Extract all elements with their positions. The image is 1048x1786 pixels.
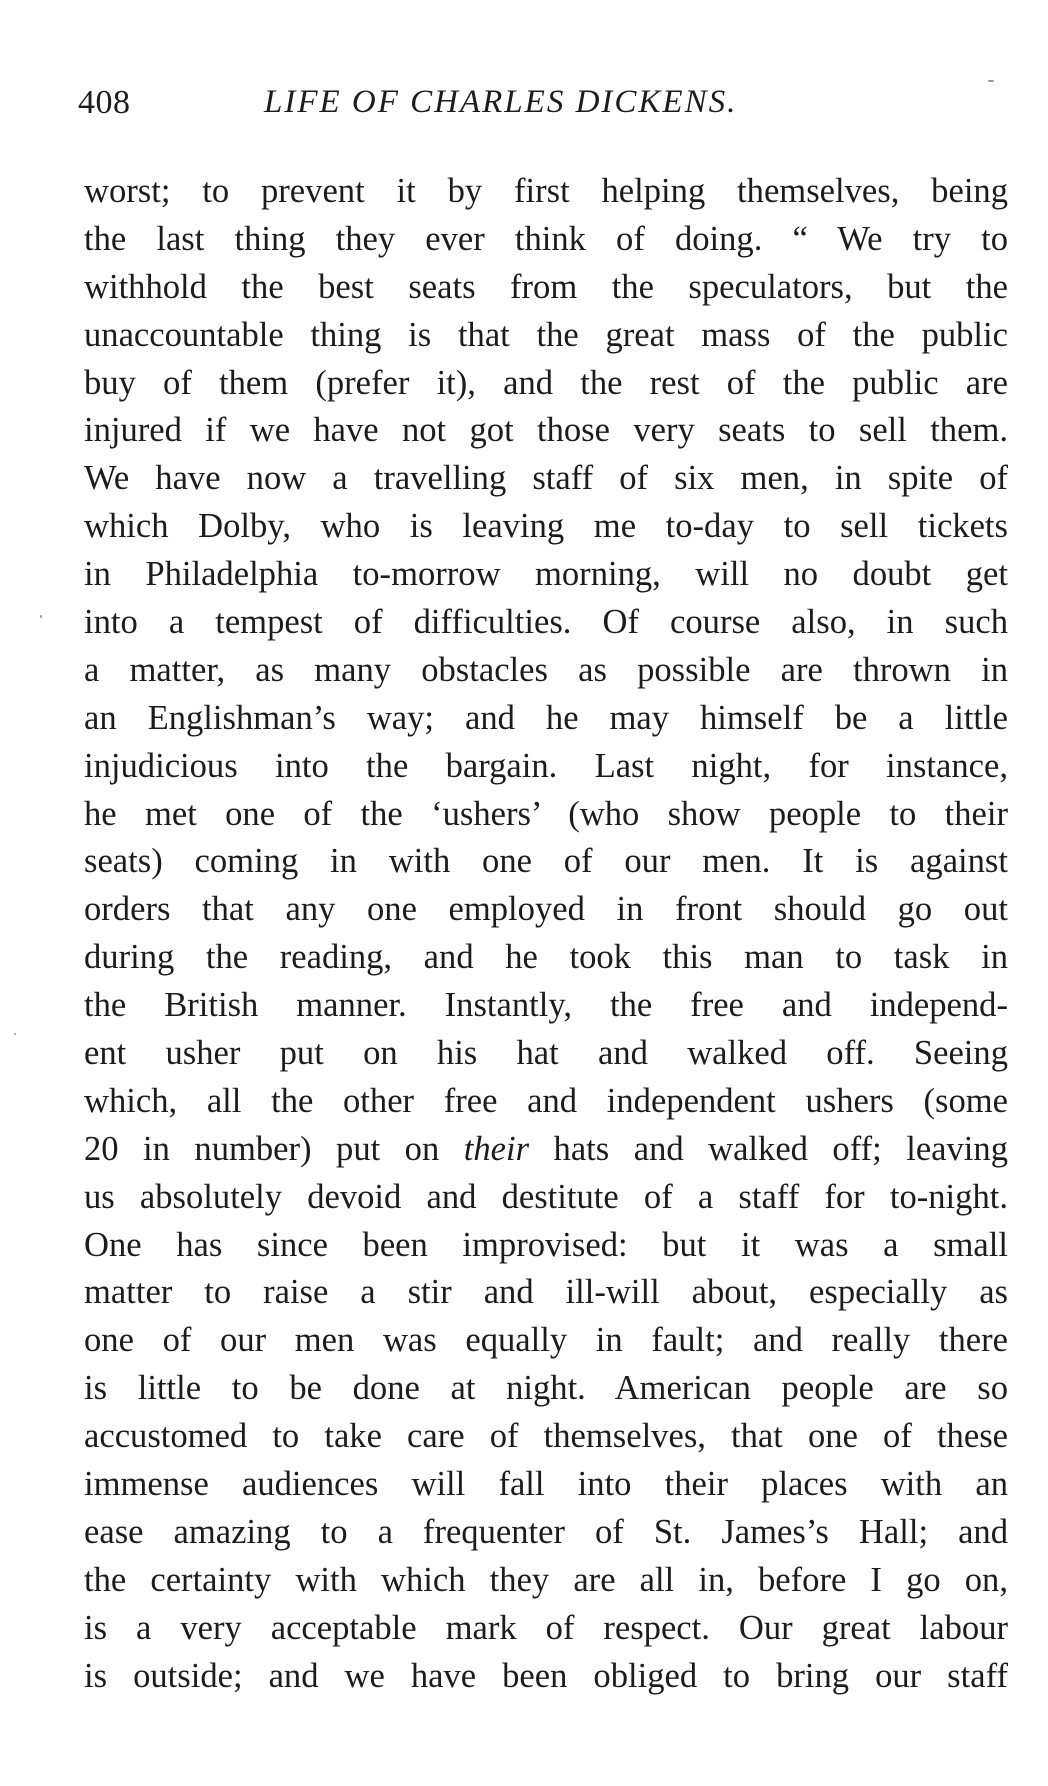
text-line: an Englishman’s way; and he may himself be a little [84, 698, 1008, 737]
text-line: is a very acceptable mark of respect. Our great labour [84, 1608, 1008, 1647]
text-line: he met one of the ‘ushers’ (who show people to their [84, 794, 1008, 833]
print-speck-left-margin [40, 615, 42, 618]
italic-word: their [463, 1129, 530, 1168]
text-line: matter to raise a stir and ill-will about, especially as [84, 1273, 1008, 1312]
text-line: ent usher put on his hat and walked off. Seeing [84, 1034, 1008, 1073]
text-line: We have now a travelling staff of six men, in spite of [84, 459, 1008, 498]
text-line: ease amazing to a frequenter of St. James’s Hall; and [84, 1512, 1008, 1551]
print-speck-left-margin-lower [14, 1033, 16, 1035]
text-line: the British manner. Instantly, the free and independ- [84, 986, 1008, 1025]
body-text [84, 168, 1008, 1701]
text-line: buy of them (prefer it), and the rest of the public are [84, 363, 1008, 402]
text-line: accustomed to take care of themselves, that one of these [84, 1417, 1008, 1456]
text-line: seats) coming in with one of our men. It is against [84, 842, 1008, 881]
text-line: withhold the best seats from the speculators, but the [84, 267, 1008, 306]
text-line: into a tempest of difficulties. Of course also, in such [84, 603, 1008, 642]
page-header [78, 84, 958, 128]
text-line: a matter, as many obstacles as possible are thrown in [84, 650, 1008, 689]
text-line-with-italic [84, 1126, 1008, 1174]
text-line: One has since been improvised: but it was a small [84, 1225, 1008, 1264]
text-line: us absolutely devoid and destitute of a staff for to-night. [84, 1177, 1008, 1216]
print-speck-top-right [988, 80, 994, 82]
text-line: during the reading, and he took this man to task in [84, 938, 1008, 977]
text-line: orders that any one employed in front should go out [84, 890, 1008, 929]
text-segment: 20 in number) put on [84, 1129, 440, 1168]
text-line: which Dolby, who is leaving me to-day to sell tickets [84, 507, 1008, 546]
text-line: injudicious into the bargain. Last night, for instance, [84, 746, 1008, 785]
text-line: is little to be done at night. American people are so [84, 1369, 1008, 1408]
running-title: LIFE OF CHARLES DICKENS. [264, 84, 738, 120]
text-line: worst; to prevent it by first helping themselves, being [84, 172, 1008, 210]
text-line: the last thing they ever think of doing. “ We try to [84, 219, 1008, 258]
text-segment: hats and walked off; leaving [553, 1129, 1008, 1168]
page-number: 408 [78, 84, 131, 121]
text-line: the certainty with which they are all in, before I go on, [84, 1560, 1008, 1599]
text-line: unaccountable thing is that the great mass of the public [84, 315, 1008, 354]
text-line: one of our men was equally in fault; and really there [84, 1321, 1008, 1360]
text-line: is outside; and we have been obliged to bring our staff [84, 1656, 1008, 1695]
text-line: which, all the other free and independent ushers (some [84, 1081, 1008, 1120]
text-line: immense audiences will fall into their places with an [84, 1465, 1008, 1504]
text-line: injured if we have not got those very seats to sell them. [84, 411, 1008, 450]
text-line: in Philadelphia to-morrow morning, will no doubt get [84, 555, 1008, 594]
